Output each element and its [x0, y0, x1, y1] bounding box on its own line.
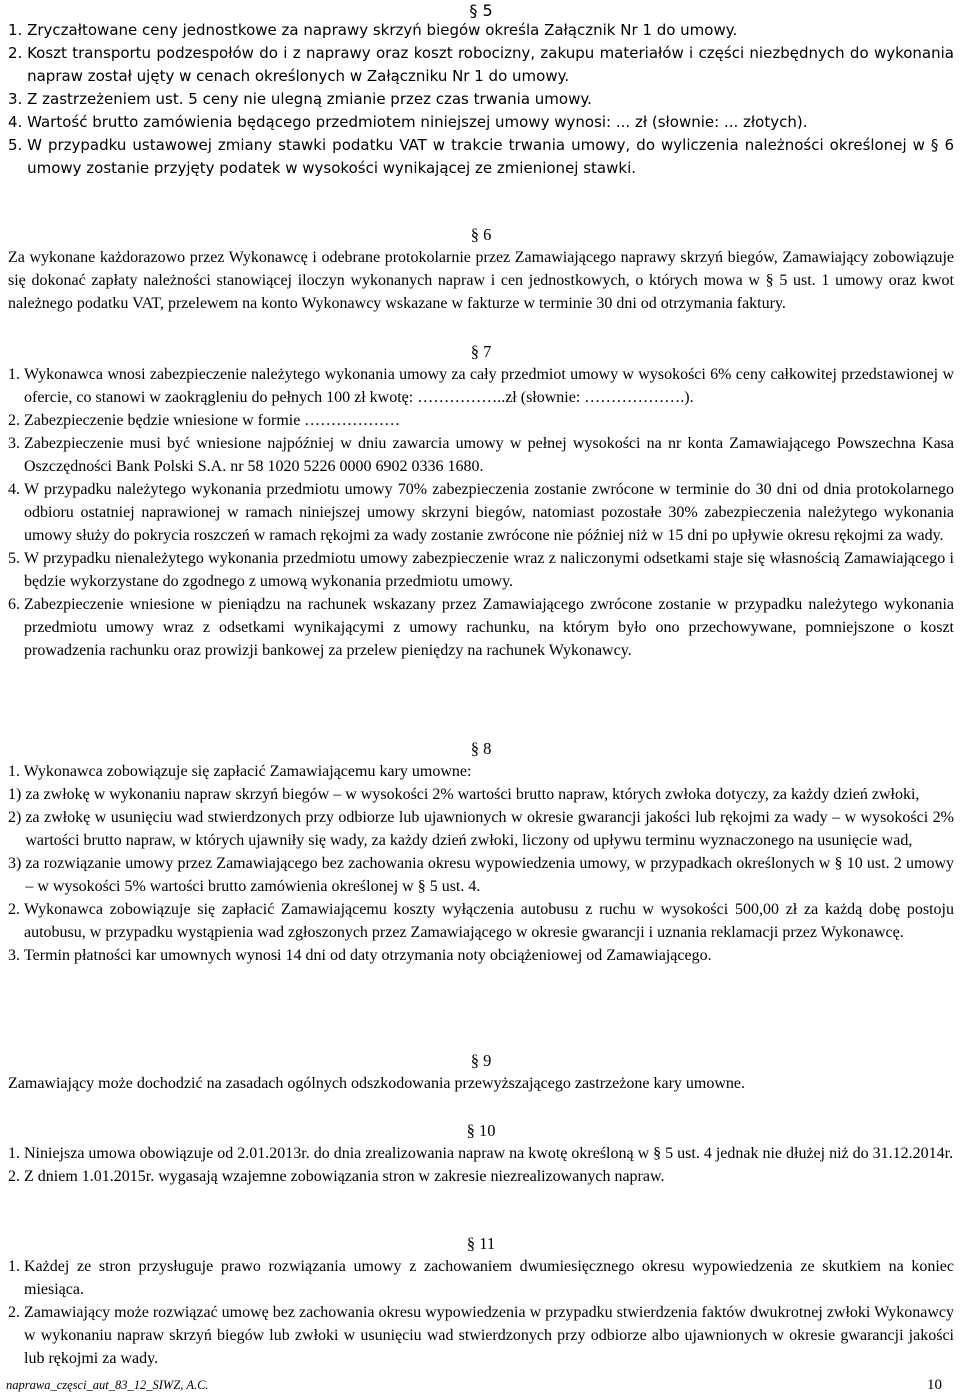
- section-6-heading: § 6: [470, 225, 492, 244]
- list-item: 4. Wartość brutto zamówienia będącego przedmiotem niniejszej umowy wynosi: ... zł (słownie: ... złotych).: [8, 113, 808, 131]
- section-9-heading: § 9: [470, 1051, 492, 1070]
- section-11: [8, 1233, 954, 1370]
- list-item: 3. Zabezpieczenie musi być wniesione najpóźniej w dniu zawarcia umowy w pełnej wysokości na nr konta Zamawiającego Powszechna Kasa Oszczędności Bank Polski S.A. nr 58 1020 5226 0000 6902 0336 1680.: [8, 435, 954, 475]
- section-6-text: Za wykonane każdorazowo przez Wykonawcę i odebrane protokolarnie przez Zamawiającego naprawy skrzyń biegów, Zamawiający zobowiązuje się dokonać zapłaty należności stanowiącej iloczyn wykonanych napraw i cen jednostkowych, o których mowa w § 5 ust. 1 umowy oraz kwot należnego podatku VAT, przelewem na konto Wykonawcy wskazane w fakturze w terminie 30 dni od otrzymania faktury.: [8, 249, 954, 312]
- list-item: 2. Koszt transportu podzespołów do i z naprawy oraz koszt robocizny, zakupu materiałów i części niezbędnych do wykonania napraw został ujęty w cenach określonych w Załączniku Nr 1 do umowy.: [8, 44, 954, 85]
- list-item: 1. Wykonawca wnosi zabezpieczenie należytego wykonania umowy za cały przedmiot umowy w wysokości 6% ceny całkowitej przedstawionej w ofercie, co stanowi w zaokrągleniu do pełnych 100 zł kwotę: ……………..zł (słownie: ……………….).: [8, 366, 954, 406]
- list-item: 2. Zamawiający może rozwiązać umowę bez zachowania okresu wypowiedzenia w przypadku stwierdzenia faktów dwukrotnej zwłoki Wykonawcy w wykonaniu napraw skrzyń biegów lub zwłoki w usunięciu wad stwierdzonych przy odbiorze albo ujawnionych w okresie gwarancji jakości lub rękojmi za wady.: [8, 1304, 954, 1367]
- list-item: 3) za rozwiązanie umowy przez Zamawiającego bez zachowania okresu wypowiedzenia umowy, w przypadkach określonych w § 10 ust. 2 umowy – w wysokości 5% wartości brutto zamówienia określonej w § 5 ust. 4.: [8, 855, 954, 895]
- section-7: [8, 341, 954, 662]
- list-item: 2. Zabezpieczenie będzie wniesione w formie ………………: [8, 412, 401, 429]
- section-5: [8, 0, 954, 180]
- list-item: 6. Zabezpieczenie wniesione w pieniądzu na rachunek wskazany przez Zamawiającego zwrócone zostanie w przypadku należytego wykonania przedmiotu umowy wraz z odsetkami wynikającymi z umowy rachunku, na którym było ono przechowywane, pomniejszone o koszt prowadzenia rachunku oraz prowizji bankowej za przelew pieniędzy na rachunek Wykonawcy.: [8, 596, 954, 659]
- list-item: 1. Każdej ze stron przysługuje prawo rozwiązania umowy z zachowaniem dwumiesięcznego okresu wypowiedzenia ze skutkiem na koniec miesiąca.: [8, 1258, 954, 1298]
- section-10: [8, 1120, 954, 1188]
- list-item: 2. Wykonawca zobowiązuje się zapłacić Zamawiającemu koszty wyłączenia autobusu z ruchu w wysokości 500,00 zł za każdą dobę postoju autobusu, w przypadku wystąpienia wad zgłoszonych przez Zamawiającego w okresie gwarancji i uznania reklamacji przez Wykonawcę.: [8, 901, 954, 941]
- footer-filename: naprawa_częsci_aut_83_12_SIWZ, A.C.: [6, 1378, 209, 1392]
- list-item: 2. Z dniem 1.01.2015r. wygasają wzajemne zobowiązania stron w zakresie niezrealizowanych napraw.: [8, 1168, 665, 1185]
- section-9-text: Zamawiający może dochodzić na zasadach ogólnych odszkodowania przewyższającego zastrzeżone kary umowne.: [8, 1075, 745, 1092]
- section-9: [8, 1050, 954, 1095]
- section-11-heading: § 11: [466, 1234, 496, 1253]
- list-item: 5. W przypadku ustawowej zmiany stawki podatku VAT w trakcie trwania umowy, do wyliczenia należności określonej w § 6 umowy zostanie przyjęty podatek w wysokości wynikającej ze zmienionej stawki.: [8, 136, 954, 177]
- page-number: 10: [927, 1377, 942, 1393]
- section-5-heading: § 5: [469, 1, 493, 20]
- list-item: 2) za zwłokę w usunięciu wad stwierdzonych przy odbiorze lub ujawnionych w okresie gwarancji jakości lub rękojmi za wady – w wysokości 2% wartości brutto napraw, w których ujawniły się wady, za każdy dzień zwłoki, liczony od upływu terminu wyznaczonego na usunięcie wad,: [8, 809, 954, 849]
- section-8-intro: 1. Wykonawca zobowiązuje się zapłacić Zamawiającemu kary umowne:: [8, 763, 472, 780]
- section-8-heading: § 8: [470, 739, 492, 758]
- list-item: 3. Z zastrzeżeniem ust. 5 ceny nie ulegną zmianie przez czas trwania umowy.: [8, 90, 592, 108]
- list-item: 1. Zryczałtowane ceny jednostkowe za naprawy skrzyń biegów określa Załącznik Nr 1 do umowy.: [8, 21, 738, 39]
- list-item: 1. Niniejsza umowa obowiązuje od 2.01.2013r. do dnia zrealizowania napraw na kwotę określoną w § 5 ust. 4 jednak nie dłużej niż do 31.12.2014r.: [8, 1145, 954, 1162]
- section-6: [8, 224, 954, 315]
- list-item: 5. W przypadku nienależytego wykonania przedmiotu umowy zabezpieczenie wraz z naliczonymi odsetkami staje się własnością Zamawiającego i będzie wykorzystane do zgodnego z umową wykonania przedmiotu umowy.: [8, 550, 954, 590]
- section-10-heading: § 10: [466, 1121, 496, 1140]
- section-8: [8, 738, 954, 967]
- list-item: 3. Termin płatności kar umownych wynosi 14 dni od daty otrzymania noty obciążeniowej od Zamawiającego.: [8, 947, 712, 964]
- list-item: 4. W przypadku należytego wykonania przedmiotu umowy 70% zabezpieczenia zostanie zwrócone w terminie do 30 dni od dnia protokolarnego odbioru ostatniej naprawionej w ramach niniejszej umowy skrzyni biegów, natomiast pozostałe 30% zabezpieczenia należytego wykonania umowy służy do pokrycia roszczeń w ramach rękojmi za wady zostanie zwrócone nie później niż w 15 dni po upływie okresu rękojmi za wady.: [8, 481, 954, 544]
- section-7-heading: § 7: [470, 342, 492, 361]
- list-item: 1) za zwłokę w wykonaniu napraw skrzyń biegów – w wysokości 2% wartości brutto napraw, których zwłoka dotyczy, za każdy dzień zwłoki,: [8, 786, 920, 803]
